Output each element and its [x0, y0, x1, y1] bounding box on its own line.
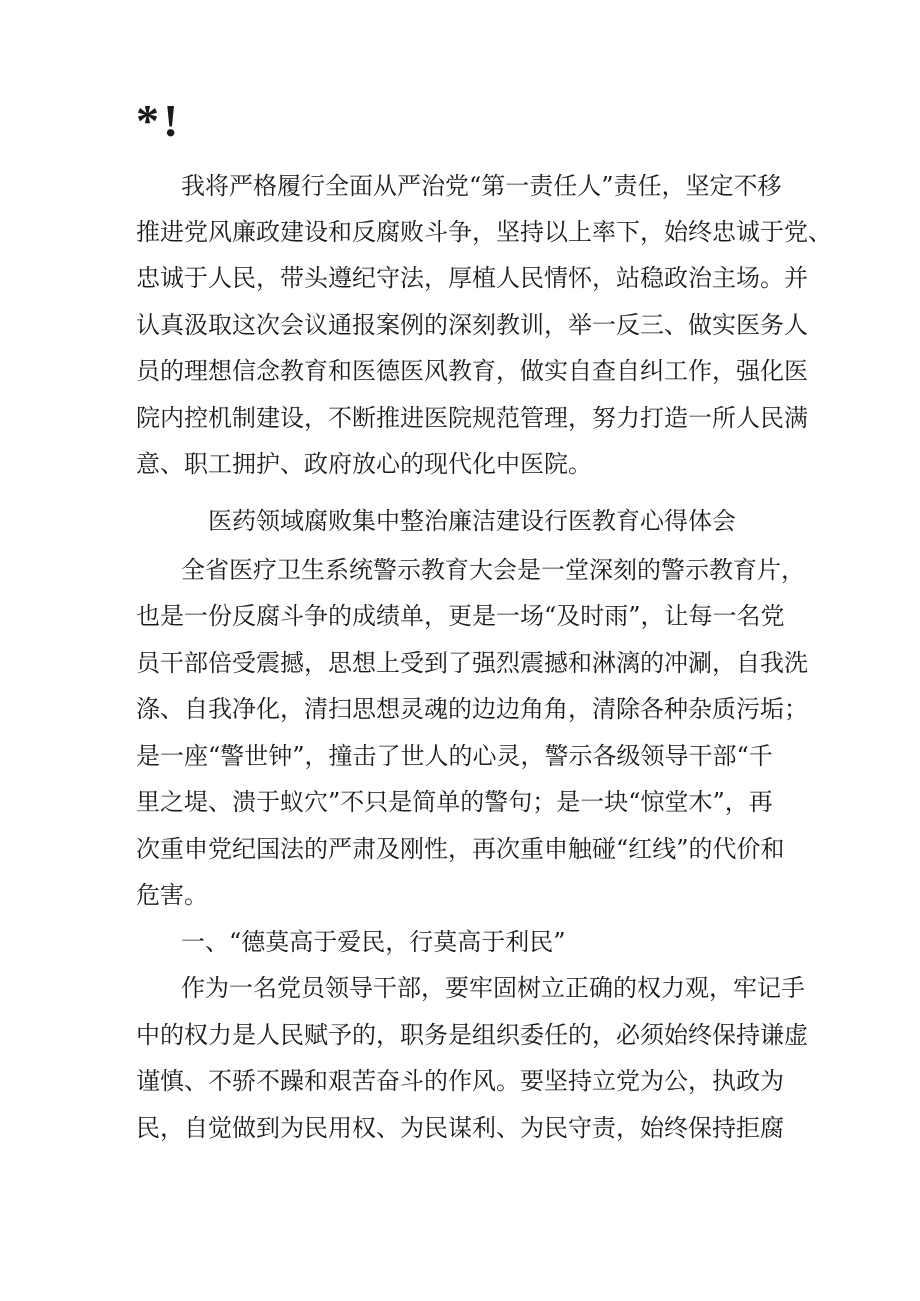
body-line: 里之堤、溃于蚁穴”不只是简单的警句；是一块“惊堂木”，再: [136, 788, 773, 816]
body-line: 意、职工拥护、政府放心的现代化中医院。: [136, 450, 592, 478]
body-line: 也是一份反腐斗争的成绩单，更是一场“及时雨”，让每一名党: [136, 602, 785, 630]
body-line: 员的理想信念教育和医德医风教育，做实自查自纠工作，强化医: [136, 357, 808, 385]
section-title: 医药领域腐败集中整治廉洁建设行医教育心得体会: [208, 507, 736, 535]
body-line: 是一座“警世钟”，撞击了世人的心灵，警示各级领导干部“千: [136, 742, 773, 770]
body-line: 涤、自我净化，清扫思想灵魂的边边角角，清除各种杂质污垢；: [136, 695, 808, 723]
body-line: 次重申党纪国法的严肃及刚性，再次重申触碰“红线”的代价和: [136, 835, 785, 863]
header-mark: *!: [136, 95, 183, 146]
body-line: 员干部倍受震撼，思想上受到了强烈震撼和淋漓的冲涮，自我洗: [136, 649, 808, 677]
body-line: 谨慎、不骄不躁和艰苦奋斗的作风。要坚持立党为公，执政为: [136, 1067, 784, 1095]
body-line: 忠诚于人民，带头遵纪守法，厚植人民情怀，站稳政治主场。并: [136, 264, 808, 292]
body-line: 中的权力是人民赋予的，职务是组织委任的，必须始终保持谦虚: [136, 1021, 808, 1049]
body-line: 作为一名党员领导干部，要牢固树立正确的权力观，牢记手: [181, 974, 805, 1002]
body-line: 院内控机制建设，不断推进医院规范管理，努力打造一所人民满: [136, 404, 808, 432]
body-line: 认真汲取这次会议通报案例的深刻教训，举一反三、做实医务人: [136, 311, 808, 339]
body-line: 危害。: [136, 881, 208, 909]
body-line: 我将严格履行全面从严治党“第一责任人”责任，坚定不移: [181, 172, 782, 200]
body-line: 民，自觉做到为民用权、为民谋利、为民守责，始终保持拒腐: [136, 1114, 784, 1142]
body-line: 推进党风廉政建设和反腐败斗争，坚持以上率下，始终忠诚于党、: [136, 218, 832, 246]
body-line: 全省医疗卫生系统警示教育大会是一堂深刻的警示教育片，: [181, 556, 805, 584]
section-heading: 一、“德莫高于爱民，行莫高于利民”: [181, 928, 566, 956]
